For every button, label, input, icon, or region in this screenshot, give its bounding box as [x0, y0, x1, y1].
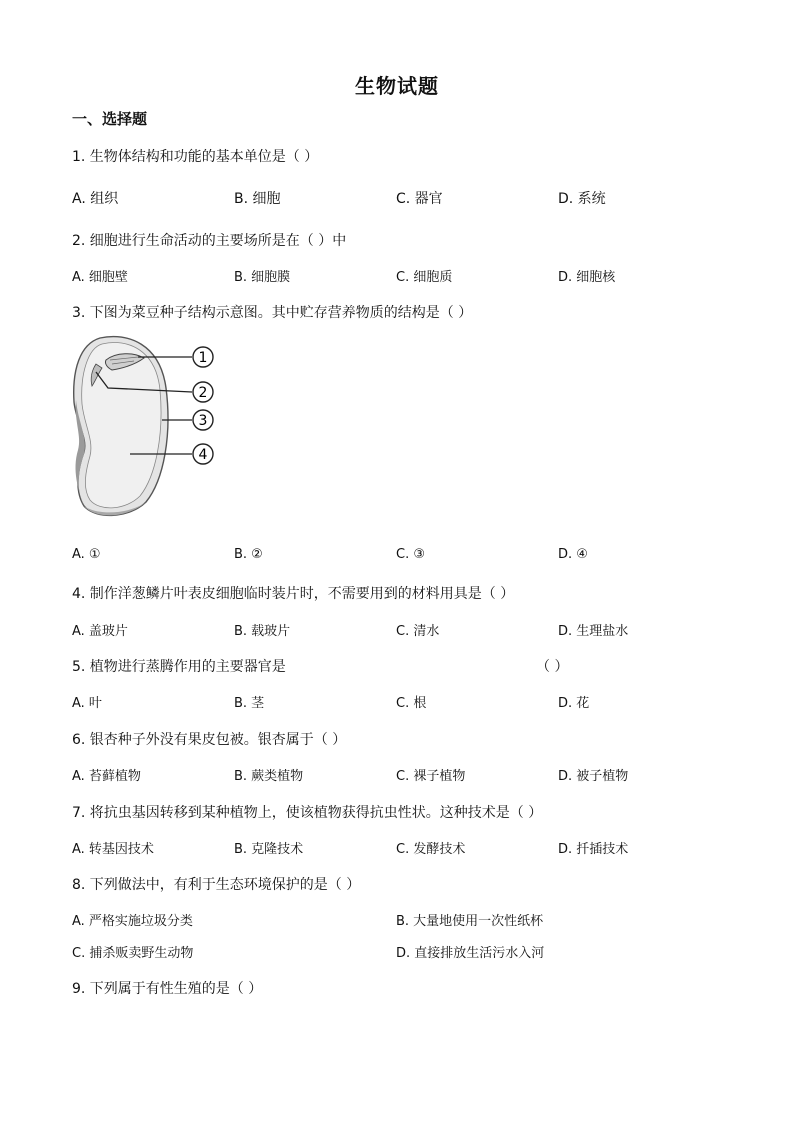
q8-option-d: D. 直接排放生活污水入河	[396, 946, 545, 961]
question-2-stem: 2. 细胞进行生命活动的主要场所是在（ ）中	[72, 233, 347, 249]
label-3: 3	[198, 413, 208, 429]
question-3-stem: 3. 下图为菜豆种子结构示意图。其中贮存营养物质的结构是（ ）	[72, 305, 473, 321]
q4-option-b: B. 载玻片	[234, 624, 291, 639]
q4-option-a: A. 盖玻片	[72, 624, 128, 639]
q6-option-d: D. 被子植物	[558, 769, 629, 784]
label-1: 1	[198, 350, 208, 366]
q5-option-a: A. 叶	[72, 696, 102, 711]
q8-option-c: C. 捕杀贩卖野生动物	[72, 946, 194, 961]
q4-option-d: D. 生理盐水	[558, 624, 629, 639]
label-2: 2	[198, 385, 208, 401]
q4-option-c: C. 清水	[396, 624, 440, 639]
label-4: 4	[198, 447, 208, 463]
bean-seed-diagram	[68, 330, 248, 530]
bean-seed-svg	[68, 330, 248, 530]
q8-option-a: A. 严格实施垃圾分类	[72, 914, 193, 929]
question-5-paren: （ ）	[536, 659, 569, 675]
question-6-stem: 6. 银杏种子外没有果皮包被。银杏属于（ ）	[72, 732, 347, 748]
question-5-stem: 5. 植物进行蒸腾作用的主要器官是	[72, 659, 286, 675]
q6-option-a: A. 苔藓植物	[72, 769, 141, 784]
q1-option-b: B. 细胞	[234, 191, 281, 207]
q7-option-a: A. 转基因技术	[72, 842, 154, 857]
q6-option-c: C. 裸子植物	[396, 769, 466, 784]
q8-option-b: B. 大量地使用一次性纸杯	[396, 914, 544, 929]
question-8-stem: 8. 下列做法中，有利于生态环境保护的是（ ）	[72, 877, 361, 893]
question-1-stem: 1. 生物体结构和功能的基本单位是（ ）	[72, 149, 319, 165]
question-9-stem: 9. 下列属于有性生殖的是（ ）	[72, 981, 263, 997]
q2-option-d: D. 细胞核	[558, 270, 616, 285]
q3-option-b: B. ②	[234, 547, 263, 562]
q1-option-c: C. 器官	[396, 191, 443, 207]
q5-option-b: B. 茎	[234, 696, 265, 711]
q5-option-d: D. 花	[558, 696, 590, 711]
q2-option-b: B. 细胞膜	[234, 270, 291, 285]
question-4-stem: 4. 制作洋葱鳞片叶表皮细胞临时装片时，不需要用到的材料用具是（ ）	[72, 586, 515, 602]
q2-option-c: C. 细胞质	[396, 270, 453, 285]
section-heading: 一、选择题	[72, 110, 148, 128]
q7-option-b: B. 克隆技术	[234, 842, 304, 857]
q3-option-d: D. ④	[558, 547, 588, 562]
q2-option-a: A. 细胞壁	[72, 270, 128, 285]
q6-option-b: B. 蕨类植物	[234, 769, 304, 784]
q5-option-c: C. 根	[396, 696, 427, 711]
q7-option-c: C. 发酵技术	[396, 842, 466, 857]
q3-option-a: A. ①	[72, 547, 101, 562]
q1-option-d: D. 系统	[558, 191, 606, 207]
q3-option-c: C. ③	[396, 547, 425, 562]
q7-option-d: D. 扦插技术	[558, 842, 629, 857]
question-7-stem: 7. 将抗虫基因转移到某种植物上，使该植物获得抗虫性状。这种技术是（ ）	[72, 805, 543, 821]
q1-option-a: A. 组织	[72, 191, 119, 207]
page-title: 生物试题	[355, 74, 439, 98]
